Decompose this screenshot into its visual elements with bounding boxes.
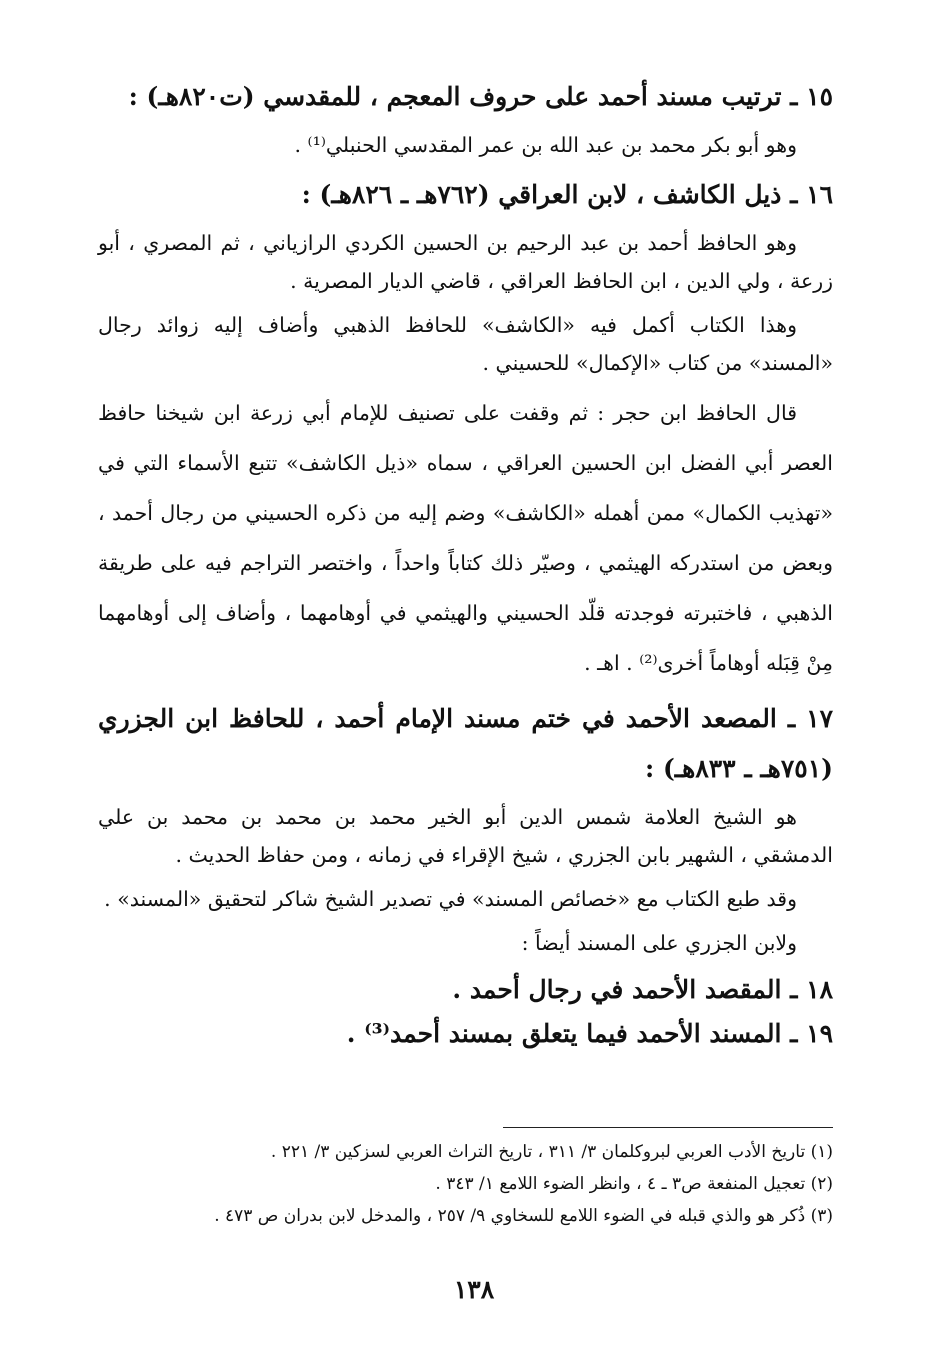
entry-heading-17: ١٧ ـ المصعد الأحمد في ختم مسند الإمام أحمد ، للحافظ ابن الجزري (٧٥١هـ ـ ٨٣٣هـ) : [98, 704, 833, 783]
entry-17-paragraph-3: ولابن الجزري على المسند أيضاً : [521, 931, 797, 955]
footnote-2: (٢) تعجيل المنفعة ص٣ ـ ٤ ، وانظر الضوء اللامع ١/ ٣٤٣ . [435, 1174, 833, 1194]
entry-heading-15: ١٥ ـ ترتيب مسند أحمد على حروف المعجم ، للمقدسي (ت٨٢٠هـ) : [128, 82, 833, 111]
entry-17-paragraph-1: هو الشيخ العلامة شمس الدين أبو الخير محمد بن محمد بن محمد بن علي الدمشقي ، الشهير بابن الجزري ، شيخ الإقراء في زمانه ، ومن حفاظ الحديث . [98, 805, 833, 867]
footnotes [98, 1127, 833, 1232]
entry-15-paragraph: وهو أبو بكر محمد بن عبد الله بن عمر المقدسي الحنبلي⁽¹⁾ . [294, 133, 797, 157]
page-number: ١٣٨ [453, 1275, 495, 1304]
entry-16-paragraph-1: وهو الحافظ أحمد بن عبد الرحيم بن الحسين الكردي الرازياني ، ثم المصري ، أبو زرعة ، ولي الدين ، ابن الحافظ العراقي ، قاضي الديار المصرية . [98, 231, 833, 293]
entry-17-paragraph-2: وقد طبع الكتاب مع «خصائص المسند» في تصدير الشيخ شاكر لتحقيق «المسند» . [104, 887, 797, 911]
entry-heading-16: ١٦ ـ ذيل الكاشف ، لابن العراقي (٧٦٢هـ ـ ٨٢٦هـ) : [301, 180, 833, 209]
footnote-3: (٣) ذُكر هو والذي قبله في الضوء اللامع للسخاوي ٩/ ٢٥٧ ، والمدخل لابن بدران ص ٤٧٣ . [214, 1206, 833, 1226]
entry-16-quote-paragraph: قال الحافظ ابن حجر : ثم وقفت على تصنيف للإمام أبي زرعة ابن شيخنا حافظ العصر أبي الفضل ابن الحسين العراقي ، سماه «ذيل الكاشف» تتبع الأسماء التي في «تهذيب الكمال» ممن أهمله «الكاشف» وضم إليه من ذكره الحسيني من رجال أحمد ، وبعض من استدركه الهيثمي ، وصيّر ذلك كتاباً واحداً ، واختصر التراجم فيه على طريقة الذهبي ، فاختبرته فوجدته قلّد الحسيني والهيثمي في أوهامهما ، وأضاف إلى أوهامهما مِنْ قِبَله أوهاماً أخرى⁽²⁾ . اهـ . [98, 401, 833, 675]
entry-16-paragraph-2: وهذا الكتاب أكمل فيه «الكاشف» للحافظ الذهبي وأضاف إليه زوائد رجال «المسند» من كتاب «الإكمال» للحسيني . [98, 313, 833, 375]
footnote-divider [503, 1127, 833, 1128]
page-body [98, 72, 833, 1056]
footnote-1: (١) تاريخ الأدب العربي لبروكلمان ٣/ ٣١١ ، تاريخ التراث العربي لسزكين ٣/ ٢٢١ . [270, 1142, 833, 1162]
entry-heading-19: ١٩ ـ المسند الأحمد فيما يتعلق بمسند أحمد⁽³⁾ . [346, 1019, 833, 1048]
entry-heading-18: ١٨ ـ المقصد الأحمد في رجال أحمد . [452, 975, 833, 1004]
